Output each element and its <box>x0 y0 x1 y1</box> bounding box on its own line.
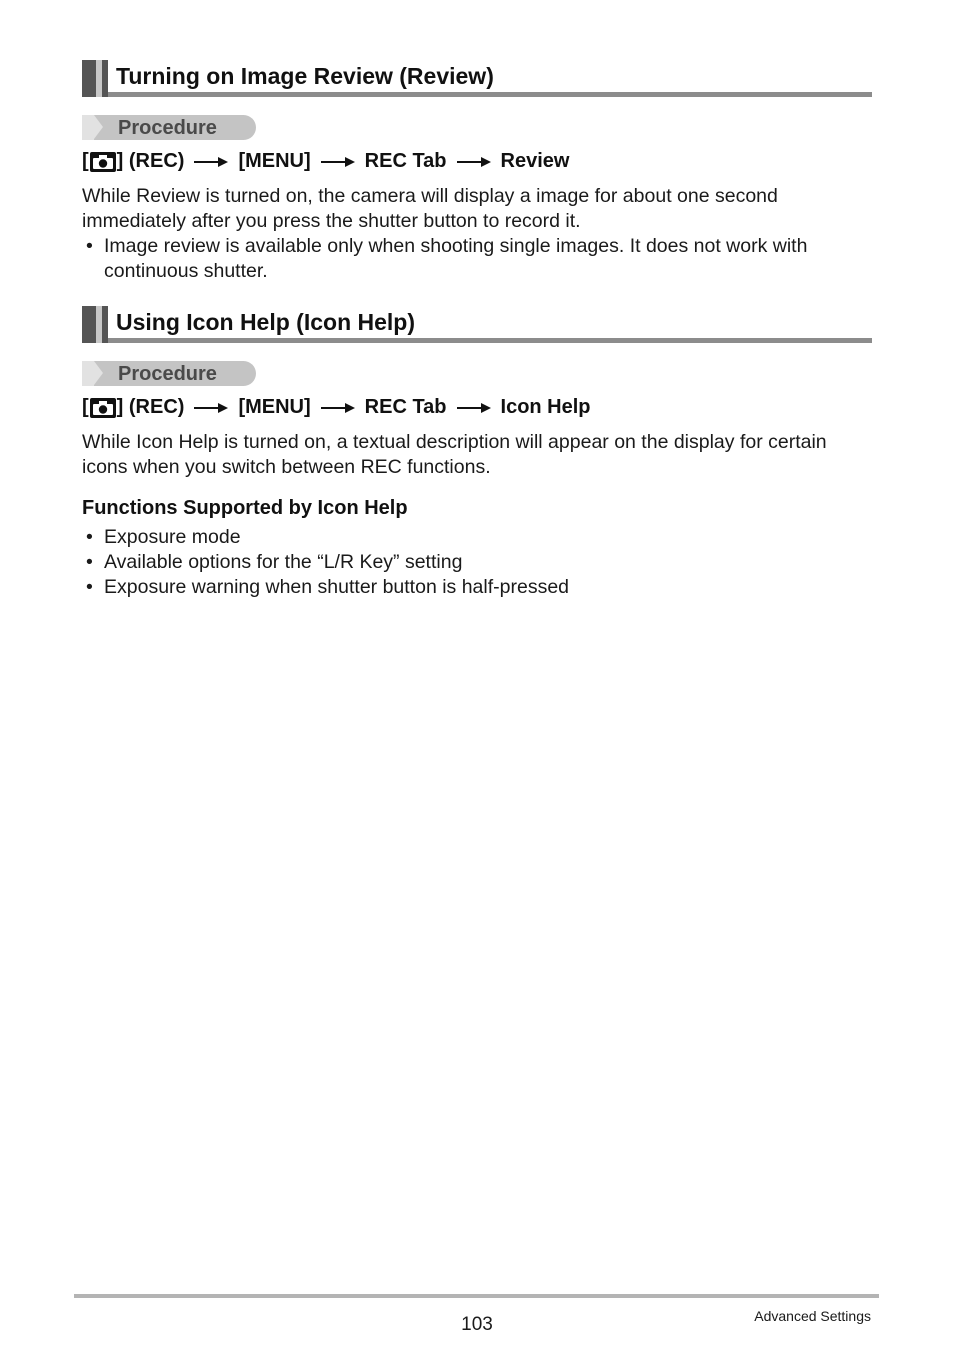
path-setting: Icon Help <box>500 396 591 418</box>
path-menu: [MENU] <box>238 396 311 418</box>
arrow-right-icon <box>194 156 228 168</box>
section-image-review <box>82 60 872 282</box>
path-open-bracket: [ <box>82 396 89 418</box>
heading-bar-marker <box>82 60 96 97</box>
arrow-right-icon <box>194 402 228 414</box>
body-text: While Review is turned on, the camera will display a image for about one second immediately after you press the shutter button to record it. <box>82 185 778 232</box>
list-item-text: Image review is available only when shooting single images. It does not work with continuous shutter. <box>104 235 808 282</box>
procedure-label: Procedure <box>118 117 217 139</box>
heading-underline <box>108 92 872 97</box>
bullet-point: • <box>86 576 93 598</box>
camera-icon <box>90 398 116 418</box>
procedure-tag <box>82 115 256 140</box>
bullet-point: • <box>86 551 93 573</box>
chevron-right-icon <box>94 115 103 139</box>
path-rec-tab: REC Tab <box>364 396 447 418</box>
path-rec: ] (REC) <box>116 150 185 172</box>
path-rec-tab: REC Tab <box>364 150 447 172</box>
arrow-right-icon <box>457 156 491 168</box>
bullet-point: • <box>86 235 93 257</box>
arrow-right-icon <box>457 402 491 414</box>
path-setting: Review <box>500 150 570 172</box>
path-menu: [MENU] <box>238 150 311 172</box>
menu-path <box>82 396 591 419</box>
list-item-text: Exposure mode <box>104 526 241 548</box>
heading-underline <box>108 338 872 343</box>
list-item-text: Exposure warning when shutter button is half-pressed <box>104 576 570 598</box>
section-heading <box>82 306 872 344</box>
section-heading <box>82 60 872 98</box>
chevron-right-icon <box>94 361 103 385</box>
procedure-tag <box>82 361 256 386</box>
arrow-right-icon <box>321 156 355 168</box>
path-rec: ] (REC) <box>116 396 185 418</box>
body-text: While Icon Help is turned on, a textual description will appear on the display for certain icons when you switch between REC functions. <box>82 431 827 478</box>
section-title: Turning on Image Review (Review) <box>116 63 494 89</box>
section-title: Using Icon Help (Icon Help) <box>116 309 416 335</box>
subheading: Functions Supported by Icon Help <box>82 497 408 519</box>
footer-rule <box>74 1294 879 1298</box>
camera-icon <box>90 152 116 172</box>
footer-section-label: Advanced Settings <box>754 1308 871 1324</box>
page-number: 103 <box>461 1314 493 1335</box>
procedure-label: Procedure <box>118 363 217 385</box>
path-open-bracket: [ <box>82 150 89 172</box>
section-icon-help <box>82 306 872 598</box>
bullet-point: • <box>86 526 93 548</box>
heading-bar-marker <box>82 306 96 343</box>
menu-path <box>82 150 569 173</box>
arrow-right-icon <box>321 402 355 414</box>
list-item-text: Available options for the “L/R Key” setting <box>104 551 463 573</box>
